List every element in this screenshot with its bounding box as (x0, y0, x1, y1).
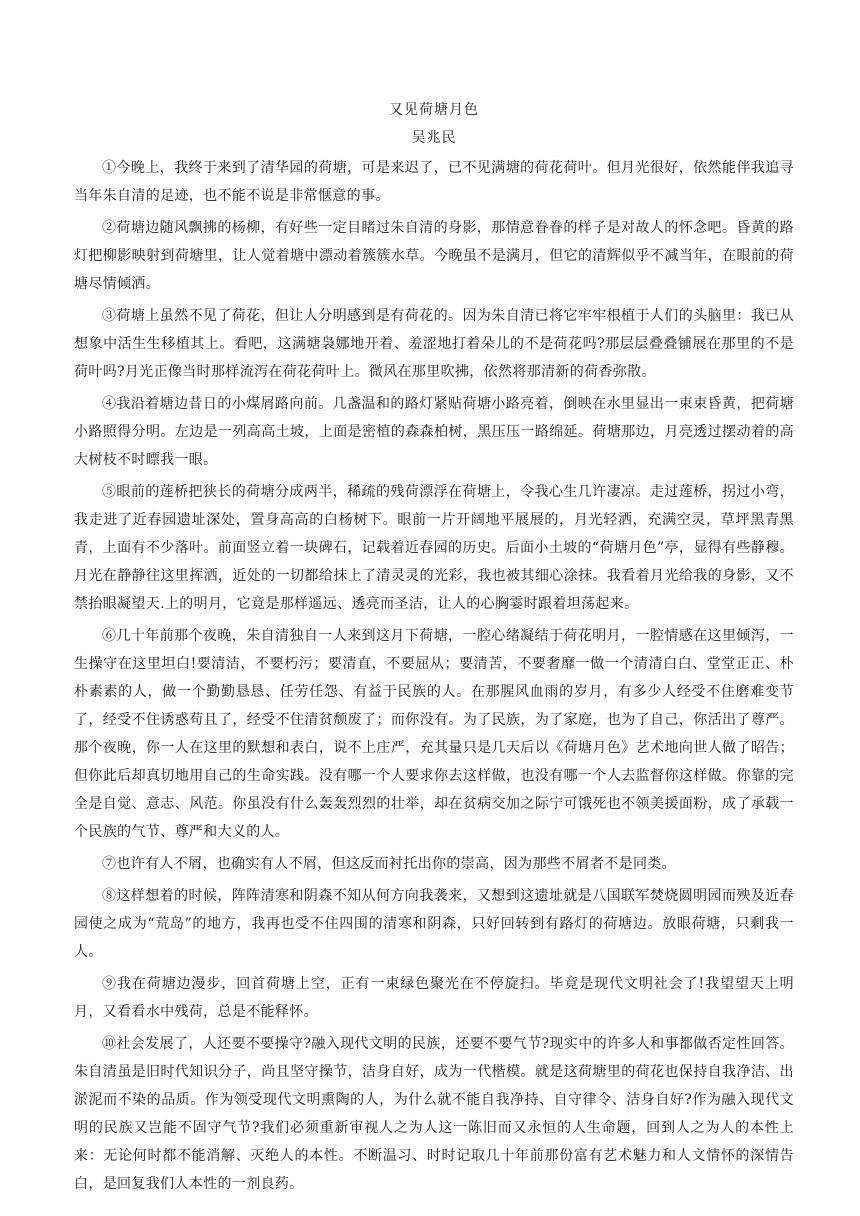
article-title: 又见荷塘月色 (389, 102, 479, 118)
paragraph-4: ④我沿着塘边昔日的小煤屑路向前。几盏温和的路灯紧贴荷塘小路亮着，倒映在水里显出一束束昏黄，把荷塘小路照得分明。左边是一列高高土坡，上面是密植的森森柏树，黑压压一路绵延。荷塘那边，月亮透过摆动着的高大树枝不时瞟我一眼。 (74, 396, 794, 468)
paragraph-6: ⑥几十年前那个夜晚，朱自清独自一人来到这月下荷塘，一腔心绪凝结于荷花明月，一腔情感在这里倾泻，一生操守在这里坦白!要清洁，不要朽污；要清直，不要屈从；要清苦，不要奢靡一做一个清清白白、堂堂正正、朴朴素素的人，做一个勤勤恳恳、任劳任怨、有益于民族的人。在那腥风血雨的岁月，有多少人经受不住磨难变节了，经受不住诱惑苟且了，经受不住清贫颓废了；而你没有。为了民族，为了家庭，也为了自己，你活出了尊严。那个夜晚，你一人在这里的默想和表白，说不上庄严，充其量只是几天后以《荷塘月色》艺术地向世人做了昭告；但你此后却真切地用自己的生命实践。没有哪一个人要求你去这样做，也没有哪一个人去监督你这样做。你靠的完全是自觉、意志、风范。你虽没有什么轰轰烈烈的壮举，却在贫病交加之际宁可饿死也不领美援面粉，成了承载一个民族的气节、尊严和大义的人。 (74, 628, 794, 840)
article-page (74, 100, 794, 1202)
paragraph-7: ⑦也许有人不屑，也确实有人不屑，但这反而衬托出你的崇高，因为那些不屑者不是同类。 (102, 856, 676, 872)
paragraph-3: ③荷塘上虽然不见了荷花，但让人分明感到是有荷花的。因为朱自清已将它牢牢根植于人们的头脑里：我已从想象中活生生移植其上。看吧，这满塘袅娜地开着、羞涩地打着朵儿的不是荷花吗?那层层叠叠铺展在那里的不是荷叶吗?月光正像当时那样流泻在荷花荷叶上。微风在那里吹拂，依然将那清新的荷香弥散。 (74, 308, 794, 380)
paragraph-9: ⑨我在荷塘边漫步，回首荷塘上空，正有一束绿色聚光在不停旋扫。毕竟是现代文明社会了!我望望天上明月，又看看水中残荷，总是不能释怀。 (74, 976, 794, 1020)
paragraph-5: ⑤眼前的莲桥把狭长的荷塘分成两半，稀疏的残荷漂浮在荷塘上，令我心生几许凄凉。走过莲桥，拐过小弯，我走进了近春园遗址深处，置身高高的白杨树下。眼前一片开阔地平展展的，月光轻洒，充满空灵，草坪黑青黑青，上面有不少落叶。前面竖立着一块碑石，记载着近春园的历史。后面小土坡的“荷塘月色”亭，显得有些静穆。月光在静静往这里挥洒，近处的一切都给抹上了清灵灵的光彩，我也被其细心涂抹。我看着月光给我的身影，又不禁抬眼凝望天.上的明月，它竟是那样遥远、透亮而圣洁，让人的心胸霎时跟着坦荡起来。 (74, 484, 794, 612)
paragraph-8: ⑧这样想着的时候，阵阵清寒和阴森不知从何方向我袭来，又想到这遗址就是八国联军焚烧圆明园而殃及近春园使之成为“荒岛”的地方，我再也受不住四围的清寒和阴森，只好回转到有路灯的荷塘边。放眼荷塘，只剩我一人。 (74, 888, 794, 960)
paragraph-10: ⑩社会发展了，人还要不要操守?融入现代文明的民族，还要不要气节?现实中的许多人和事都做否定性回答。朱自清虽是旧时代知识分子，尚且坚守操节，洁身自好，成为一代楷模。就是这荷塘里的荷花也保持自我净洁、出淤泥而不染的品质。作为领受现代文明熏陶的人，为什么就不能自我净持、自守律令、洁身自好?作为融入现代文明的民族又岂能不固守气节?我们必须重新审视人之为人这一陈旧而又永恒的人生命题，回到人之为人的本性上来：无论何时都不能消解、灭绝人的本性。不断温习、时时记取几十年前那份富有艺术魅力和人文情怀的深情告白，是回复我们人本性的一剂良药。 (74, 1036, 794, 1192)
paragraph-2: ②荷塘边随风飘拂的杨柳，有好些一定目睹过朱自清的身影，那情意眷眷的样子是对故人的怀念吧。昏黄的路灯把柳影映射到荷塘里，让人觉着塘中漂动着簇簇水草。今晚虽不是满月，但它的清辉似乎不减当年，在眼前的荷塘尽情倾洒。 (74, 220, 794, 292)
paragraph-1: ①今晚上，我终于来到了清华园的荷塘，可是来迟了，已不见满塘的荷花荷叶。但月光很好，依然能伴我追寻当年朱自清的足迹，也不能不说是非常惬意的事。 (74, 160, 794, 204)
article-author: 吴兆民 (411, 130, 457, 146)
